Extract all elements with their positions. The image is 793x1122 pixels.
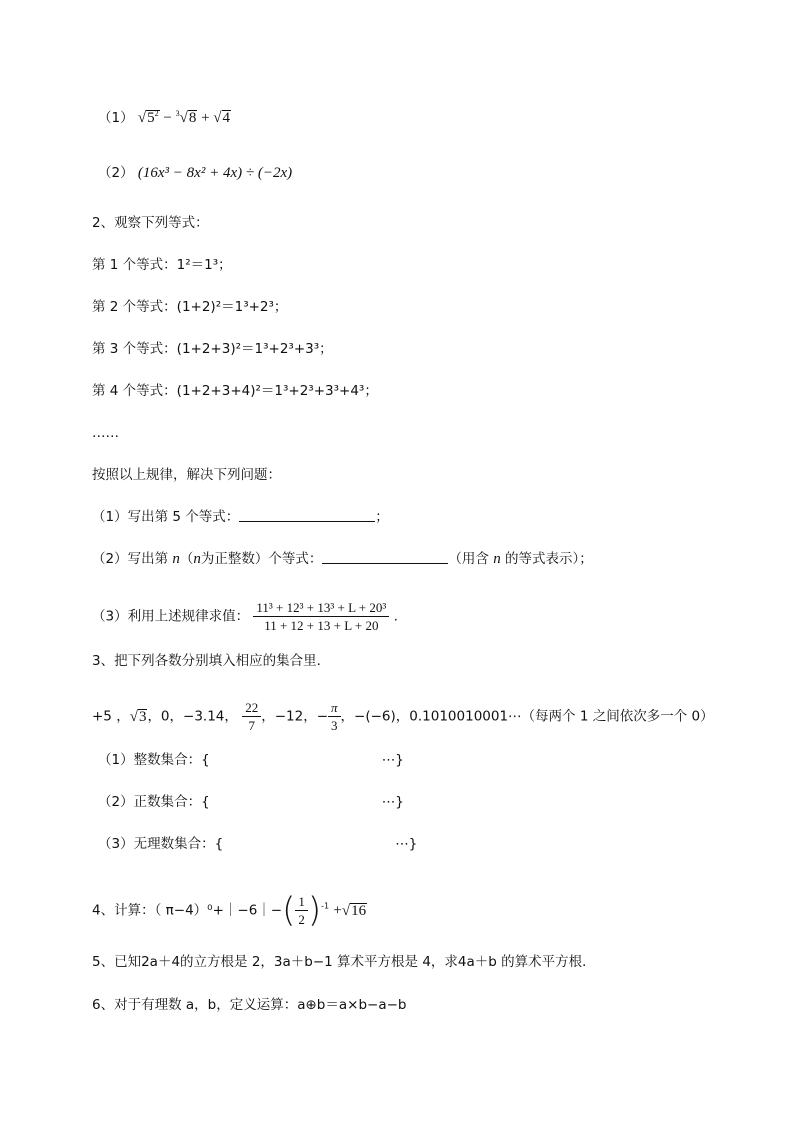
problem-1-1 [98, 108, 231, 128]
q5-text: 5、已知2a＋4的立方根是 2，3a＋b−1 算术平方根是 4，求4a＋b 的算术平方根． [92, 954, 596, 970]
problem-1-2 [98, 163, 292, 183]
q4-line: 4、计算：（ π−4）⁰+｜−6｜−( $\frac{1}{2}$ )$^{-1}$ +√16 [92, 890, 367, 931]
q2-instruction: 按照以上规律，解决下列问题： [92, 467, 281, 483]
q2-sub-2-blank[interactable] [322, 549, 448, 564]
q2-sub-3-fraction: $\frac{\text{11³ + 12³ + 13³ + L + 20³}}{11 + 12 + 13 + L + 20}$ [253, 600, 389, 633]
q2-sub-1-blank[interactable] [239, 507, 375, 522]
q2-ellipsis: …… [92, 425, 119, 441]
q4-fraction-half: $\frac{1}{2}$ [295, 894, 308, 927]
problem-1-2-label: （2） [98, 165, 134, 181]
q2-sub-1 [92, 507, 389, 527]
q2-sub-3: （3）利用上述规律求值： $\frac{\text{11³ + 12³ + 13³ + L + 20³}}{11 + 12 + 13 + L + 20}$ . [92, 600, 398, 633]
q3-set-irrationals: （3）无理数集合：{ ⋯} [98, 836, 418, 852]
q2-equation-4: 第 4 个等式：(1+2+3+4)²＝1³+2³+3³+4³； [92, 383, 378, 399]
q2-title: 2、观察下列等式： [92, 215, 209, 231]
q6-text: 6、对于有理数 a，b，定义运算：a⊕b＝a×b−a−b [92, 997, 407, 1013]
problem-1-1-label: （1） [98, 110, 134, 126]
q2-equation-3: 第 3 个等式：(1+2+3)²＝1³+2³+3³； [92, 341, 333, 357]
q2-equation-2: 第 2 个等式：(1+2)²＝1³+2³； [92, 299, 288, 315]
q3-set-integers: （1）整数集合：{ ⋯} [98, 752, 404, 768]
q2-sub-3-text: （3）利用上述规律求值： [92, 608, 250, 625]
q3-set-positives: （2）正数集合：{ ⋯} [98, 794, 404, 810]
q2-sub-2: （2）写出第 n（n为正整数）个等式： （用含 n 的等式表示）； [92, 551, 593, 567]
q3-fraction-22-7: $\frac{22}{7}$ [242, 700, 261, 733]
q3-title: 3、把下列各数分别填入相应的集合里． [92, 653, 331, 669]
q2-sub-1-end: ； [375, 509, 389, 525]
problem-1-1-expression: $√5^2 - ^3√8 + √4$ [137, 109, 231, 126]
q3-number-list: +5 ，√3，0，−3.14， $\frac{22}{7}$ ，−12，− $\frac{\pi}{3}$ ，−(−6)，0.1010010001⋯（每两个 1 之间依次多一个 0） [92, 700, 714, 733]
q3-fraction-pi-3: $\frac{\pi}{3}$ [328, 700, 341, 733]
q4-text: 4、计算：（ π−4）⁰+｜−6｜− [92, 902, 283, 919]
q2-equation-1: 第 1 个等式：1²＝1³； [92, 257, 232, 273]
problem-1-2-expression: (16x³ − 8x² + 4x) ÷ (−2x) [137, 165, 293, 181]
q2-sub-1-text: （1）写出第 5 个等式： [92, 509, 240, 525]
